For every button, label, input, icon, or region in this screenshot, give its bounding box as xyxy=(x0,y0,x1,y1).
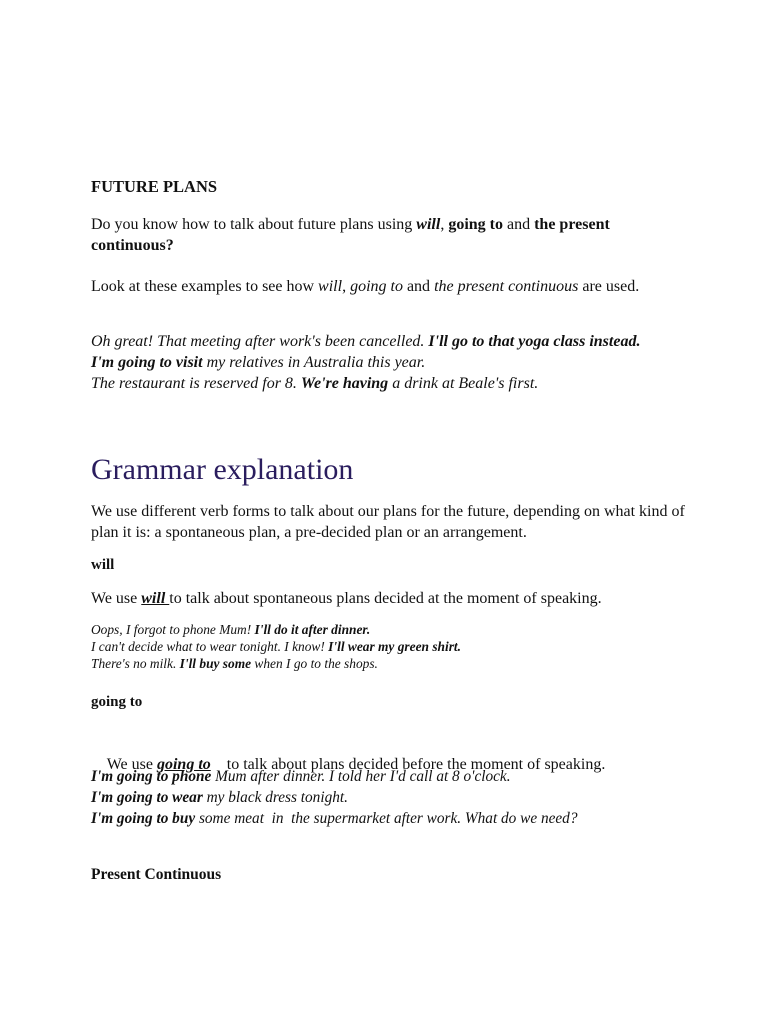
emphasis: I'm going to phone xyxy=(91,768,212,785)
text: a drink at Beale's first. xyxy=(388,375,539,392)
going-to-term: going to xyxy=(156,756,211,773)
present-continuous-term: the present continuous? xyxy=(91,216,610,254)
text: , xyxy=(440,216,449,233)
going-to-heading: going to xyxy=(91,694,143,710)
example-line xyxy=(91,638,691,655)
example-line xyxy=(91,766,691,787)
text: and xyxy=(402,278,435,295)
present-continuous-heading: Present Continuous xyxy=(91,866,222,883)
text: There's no milk. xyxy=(91,656,180,671)
text: Look at these examples to see how xyxy=(91,278,319,295)
text: We use xyxy=(106,756,157,773)
text: are used. xyxy=(578,278,640,295)
going-to-term: going to xyxy=(448,216,503,233)
text: to talk about plans decided before the moment of speaking. xyxy=(210,756,606,773)
text: to talk about spontaneous plans decided at the moment of speaking. xyxy=(169,590,602,607)
text: I can't decide what to wear tonight. I know! xyxy=(91,639,329,654)
emphasis: We're having xyxy=(300,375,389,392)
text: some meat in the supermarket after work. What do we need? xyxy=(195,810,578,827)
text: We use xyxy=(91,590,142,607)
intro-look xyxy=(91,276,691,297)
example-line xyxy=(91,655,691,672)
example-line xyxy=(91,352,691,373)
emphasis: I'm going to buy xyxy=(91,810,196,827)
emphasis: I'm going to wear xyxy=(91,789,203,806)
grammar-intro: We use different verb forms to talk about our plans for the future, depending on what kind of plan it is: a spontaneous plan, a pre-decided plan or an arrangement. xyxy=(91,503,685,541)
will-term: will xyxy=(416,216,441,233)
emphasis: I'll wear my green shirt. xyxy=(328,639,461,654)
going-to-examples xyxy=(91,766,691,829)
example-line xyxy=(91,808,691,829)
text: Oh great! That meeting after work's been cancelled. xyxy=(91,333,429,350)
grammar-heading: Grammar explanation xyxy=(91,453,354,486)
will-term: will xyxy=(318,278,343,295)
emphasis: I'll do it after dinner. xyxy=(254,622,371,637)
text: Do you know how to talk about future plans using xyxy=(91,216,417,233)
will-paragraph xyxy=(91,588,691,609)
example-line xyxy=(91,331,691,352)
example-line xyxy=(91,621,691,638)
will-heading: will xyxy=(91,557,115,573)
will-term: will xyxy=(141,590,170,607)
text: and xyxy=(502,216,535,233)
text: my relatives in Australia this year. xyxy=(202,354,426,371)
examples-block xyxy=(91,331,691,394)
text: Mum after dinner. I told her I'd call at 8 o'clock. xyxy=(211,768,511,785)
text: Oops, I forgot to phone Mum! xyxy=(91,622,255,637)
example-line xyxy=(91,787,691,808)
going-to-term: going to xyxy=(350,278,403,295)
emphasis: I'm going to visit xyxy=(91,354,203,371)
will-examples xyxy=(91,621,691,672)
present-continuous-term: the present continuous xyxy=(434,278,579,295)
text: The restaurant is reserved for 8. xyxy=(91,375,301,392)
example-line xyxy=(91,373,691,394)
intro-question xyxy=(91,214,691,256)
emphasis: I'll go to that yoga class instead. xyxy=(428,333,641,350)
emphasis: I'll buy some xyxy=(179,656,252,671)
page-title: FUTURE PLANS xyxy=(91,177,218,196)
text: , xyxy=(342,278,351,295)
text: my black dress tonight. xyxy=(202,789,348,806)
text: when I go to the shops. xyxy=(251,656,378,671)
